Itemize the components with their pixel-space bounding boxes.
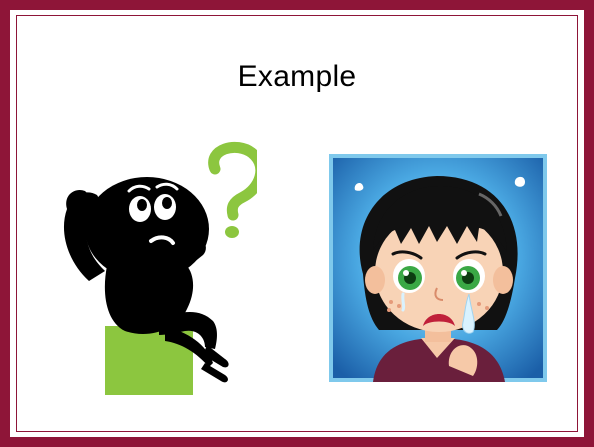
slide-content xyxy=(16,15,578,432)
slide-title: Example xyxy=(237,60,357,93)
question-mark-icon xyxy=(214,147,257,238)
crying-girl-icon xyxy=(329,154,547,382)
confused-person-icon xyxy=(47,131,257,401)
